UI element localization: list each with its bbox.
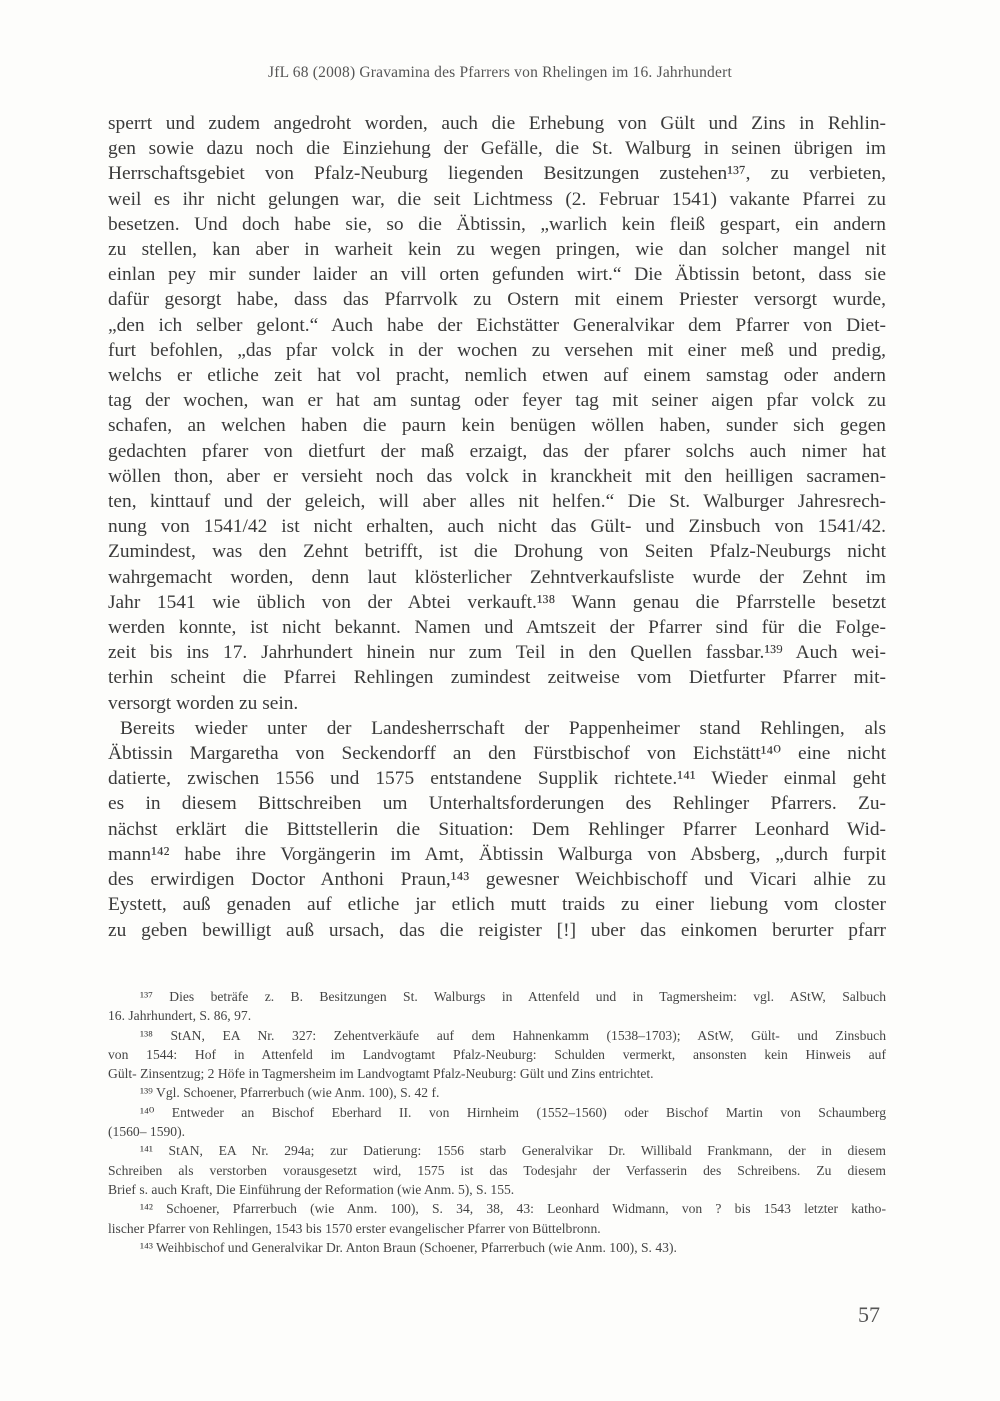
footnote-line: Gült- Zinsentzug; 2 Höfe in Tagmersheim im Landvogtamt Pfalz-Neuburg: Gült und Zins entrichtet. [108, 1066, 654, 1082]
text-line: wahrgemacht worden, denn laut klösterlicher Zehntverkaufsliste wurde der Zehnt im [108, 566, 886, 588]
footnote-line: (1560– 1590). [108, 1124, 186, 1140]
text-line: sperrt und zudem angedroht worden, auch die Erhebung von Gült und Zins in Rehlin- [108, 113, 886, 134]
footnote-138: ¹³⁸ StAN, EA Nr. 327: Zehentverkäufe auf dem Hahnenkamm (1538–1703); AStW, Gült- und Zinsbuch [140, 1027, 886, 1043]
text-line: datierte, zwischen 1556 und 1575 entstandene Supplik richtete.¹⁴¹ Wieder einmal geht [108, 768, 886, 790]
text-line: gedachten pfarer von dietfurt der maß erzaigt, das der pfarer solchs auch nimer hat [108, 440, 886, 462]
main-text [108, 111, 886, 943]
text-line: Herrschaftsgebiet von Pfalz-Neuburg liegenden Besitzungen zustehen¹³⁷, zu verbieten, [108, 163, 886, 185]
footnote-line: von 1544: Hof in Attenfeld im Landvogtamt Pfalz-Neuburg: Schulden vermerkt, ansonsten kein Hinweis auf [108, 1046, 886, 1062]
text-line: furt befohlen, „das pfar volck in der wochen zu versehen mit einer meß und predig, [108, 339, 886, 361]
text-line: versorgt worden zu sein. [108, 692, 299, 714]
text-line: nächst erklärt die Bittstellerin die Situation: Dem Rehlinger Pfarrer Leonhard Wid- [108, 818, 886, 840]
text-line: nung von 1541/42 ist nicht erhalten, auch nicht das Gült- und Zinsbuch von 1541/42. [108, 516, 886, 538]
text-line: es in diesem Bittschreiben um Unterhaltsforderungen des Rehlinger Pfarrers. Zu- [108, 793, 886, 815]
text-line: tag der wochen, wan er hat am suntag oder feyer tag mit seiner aigen pfar volck zu [108, 390, 886, 412]
footnote-line: Brief s. auch Kraft, Die Einführung der Reformation (wie Anm. 5), S. 155. [108, 1181, 515, 1197]
text-line: dafür gesorgt habe, dass das Pfarrvolk zu Ostern mit einem Priester versorgt wurde, [108, 289, 886, 311]
text-line: gen sowie dazu noch die Einziehung der Gefälle, die St. Walburg in seinen übrigen im [108, 138, 886, 160]
text-line: werden konnte, ist nicht bekannt. Namen und Amtszeit der Pfarrer sind für die Folge- [108, 617, 886, 639]
text-line: mann¹⁴² habe ihre Vorgängerin im Amt, Äbtissin Walburga von Absberg, „durch furpit [108, 843, 886, 865]
text-line: „den ich selber gelont.“ Auch habe der Eichstätter Generalvikar dem Pfarrer von Diet- [108, 314, 886, 336]
text-line: Eystett, auß genaden auf etliche jar etlich mutt traids zu einer liebung vom closter [108, 894, 886, 916]
text-line: des erwirdigen Doctor Anthoni Praun,¹⁴³ gewesner Weichbischoff und Vicari alhie zu [108, 869, 886, 891]
running-head: JfL 68 (2008) Gravamina des Pfarrers von Rhelingen im 16. Jahrhundert [268, 64, 732, 81]
footnote-140: ¹⁴⁰ Entweder an Bischof Eberhard II. von Hirnheim (1552–1560) oder Bischof Martin von Schaumberg [140, 1104, 886, 1120]
text-line: welchs er etliche zeit hat vol pracht, nemlich etwen auf einem samstag oder andern [108, 365, 886, 387]
text-line: Äbtissin Margaretha von Seckendorff an den Fürstbischof von Eichstätt¹⁴⁰ eine nicht [108, 743, 886, 765]
text-line: besetzen. Und doch habe sie, so die Äbtissin, „warlich kein fleiß gespart, ein andern [108, 213, 886, 235]
text-line: Jahr 1541 wie üblich von der Abtei verkauft.¹³⁸ Wann genau die Pfarrstelle besetzt [108, 591, 886, 613]
text-line: terhin scheint die Pfarrei Rehlingen zumindest zeitweise vom Dietfurter Pfarrer mit- [108, 667, 886, 689]
footnote-139: ¹³⁹ Vgl. Schoener, Pfarrerbuch (wie Anm. 100), S. 42 f. [140, 1085, 440, 1101]
footnote-141: ¹⁴¹ StAN, EA Nr. 294a; zur Datierung: 1556 starb Generalvikar Dr. Willibald Frankmann, der in diesem [140, 1143, 886, 1159]
text-line: schafen, an welchen haben die paurn kein benügen wöllen haben, sunder sich gegen [108, 415, 886, 437]
footnote-137: ¹³⁷ Dies beträfe z. B. Besitzungen St. Walburgs in Attenfeld und in Tagmersheim: vgl. AStW, Salbuch [140, 989, 886, 1004]
text-line: weil es ihr nicht gelungen war, die seit Lichtmess (2. Februar 1541) vakante Pfarrei zu [108, 188, 886, 210]
footnotes [108, 987, 886, 1257]
text-line: zeit bis ins 17. Jahrhundert hinein nur zum Teil in den Quellen fassbar.¹³⁹ Auch wei- [108, 642, 886, 664]
footnote-142: ¹⁴² Schoener, Pfarrerbuch (wie Anm. 100), S. 34, 38, 43: Leonhard Widmann, von ? bis 1543 letzter katho- [140, 1201, 886, 1217]
footnote-143: ¹⁴³ Weihbischof und Generalvikar Dr. Anton Braun (Schoener, Pfarrerbuch (wie Anm. 100), S. 43). [140, 1239, 677, 1255]
footnote-line: lischer Pfarrer von Rehlingen, 1543 bis 1570 erster evangelischer Pfarrer von Büttelbronn. [108, 1220, 601, 1236]
page-number: 57 [858, 1302, 880, 1327]
footnote-line: Schreiben als verstorben vorausgesetzt wird, 1575 ist das Todesjahr der Verfasserin des Schreibens. Zu diesem [108, 1162, 886, 1178]
text-line: Bereits wieder unter der Landesherrschaft der Pappenheimer stand Rehlingen, als [120, 717, 886, 739]
text-line: zu geben bewilligt auß ursach, das die reigister [!] uber das einkomen berurter pfarr [108, 919, 886, 941]
text-line: einlan pey mir sunder laider an vill orten gefunden wirt.“ Die Äbtissin betont, dass sie [108, 264, 886, 286]
text-line: ten, kinttauf und der geleich, will aber alles nit helfen.“ Die St. Walburger Jahresrech- [108, 491, 886, 513]
text-line: wöllen thon, aber er versieht noch das volck in kranckheit mit den heilligen sacramen- [108, 465, 886, 487]
text-line: Zumindest, was den Zehnt betrifft, ist die Drohung von Seiten Pfalz-Neuburgs nicht [108, 541, 886, 563]
text-line: zu stellen, kan aber in warheit kein zu wegen pringen, wie dan solcher mangel nit [108, 239, 886, 261]
footnote-line: 16. Jahrhundert, S. 86, 97. [108, 1008, 252, 1024]
